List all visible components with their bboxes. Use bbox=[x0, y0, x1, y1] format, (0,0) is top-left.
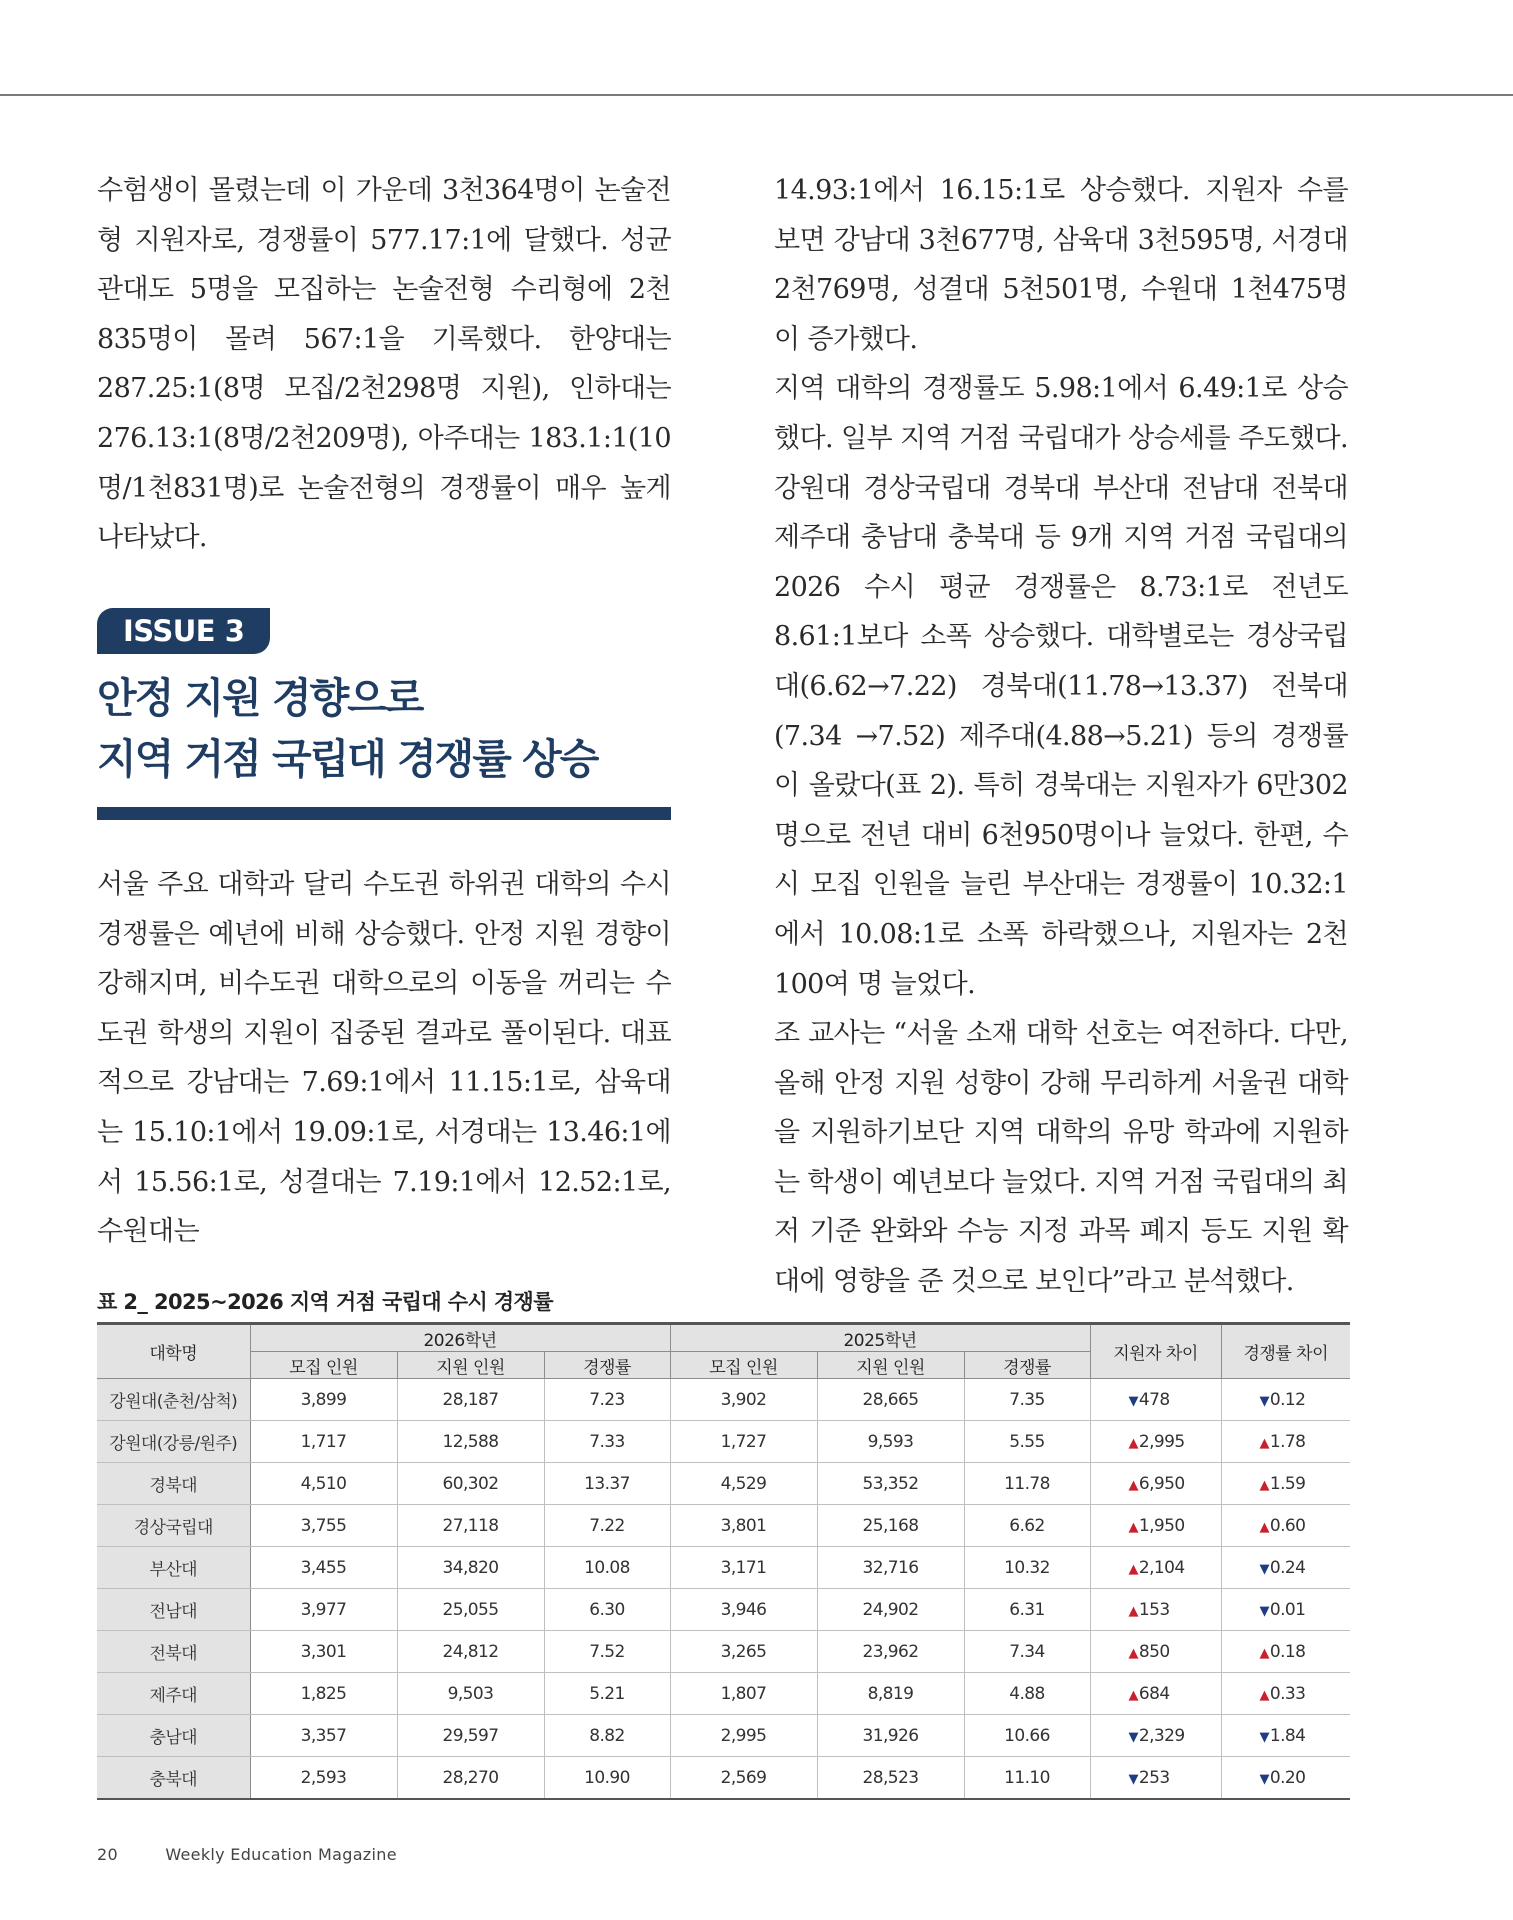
table-row bbox=[97, 1715, 1350, 1757]
rate-diff-cell bbox=[1221, 1505, 1350, 1547]
up-triangle-icon: ▲ bbox=[1128, 1561, 1138, 1577]
applicants-2025-cell: 31,926 bbox=[817, 1715, 964, 1757]
quota-2025-cell: 4,529 bbox=[670, 1463, 817, 1505]
applicants-2026-cell: 28,270 bbox=[397, 1757, 544, 1800]
down-triangle-icon: ▼ bbox=[1259, 1729, 1269, 1745]
rate-diff-cell bbox=[1221, 1715, 1350, 1757]
applicants-2025-cell: 24,902 bbox=[817, 1589, 964, 1631]
applicants-2026-cell: 29,597 bbox=[397, 1715, 544, 1757]
rate-diff-cell bbox=[1221, 1589, 1350, 1631]
quota-2025-cell: 3,801 bbox=[670, 1505, 817, 1547]
down-triangle-icon: ▼ bbox=[1128, 1393, 1138, 1409]
quota-2026-cell: 3,455 bbox=[250, 1547, 397, 1589]
header-applicants-2025: 지원 인원 bbox=[817, 1352, 964, 1379]
down-triangle-icon: ▼ bbox=[1128, 1771, 1138, 1787]
up-triangle-icon: ▲ bbox=[1259, 1645, 1269, 1661]
table-body bbox=[97, 1379, 1350, 1800]
competition-rate-table bbox=[97, 1322, 1350, 1800]
left-paragraph-1: 수험생이 몰렸는데 이 가운데 3천364명이 논술전형 지원자로, 경쟁률이 577.17:1에 달했다. 성균관대도 5명을 모집하는 논술전형 수리형에 2천835명이 몰려 567:1을 기록했다. 한양대는 287.25:1(8명 모집/2천298명 지원), 인하대는 276.13:1(8명/2천209명), 아주대는 183.1:1(10명/1천831명)로 논술전형의 경쟁률이 매우 높게 나타났다. bbox=[97, 175, 671, 554]
diff-value: 0.18 bbox=[1269, 1641, 1306, 1662]
applicant-diff-cell bbox=[1090, 1631, 1221, 1673]
university-cell: 전북대 bbox=[97, 1631, 250, 1673]
table-row bbox=[97, 1379, 1350, 1421]
up-triangle-icon: ▲ bbox=[1259, 1435, 1269, 1451]
header-applicant-diff: 지원자 차이 bbox=[1090, 1324, 1221, 1379]
quota-2025-cell: 3,946 bbox=[670, 1589, 817, 1631]
rate-2026-cell: 7.22 bbox=[544, 1505, 670, 1547]
applicants-2025-cell: 23,962 bbox=[817, 1631, 964, 1673]
rate-2025-cell: 4.88 bbox=[964, 1673, 1090, 1715]
magazine-name: Weekly Education Magazine bbox=[165, 1845, 397, 1864]
table-caption: 표 2_ 2025~2026 지역 거점 국립대 수시 경쟁률 bbox=[97, 1290, 553, 1314]
diff-value: 0.33 bbox=[1269, 1683, 1306, 1704]
quota-2026-cell: 3,899 bbox=[250, 1379, 397, 1421]
issue-title-line-1: 안정 지원 경향으로 bbox=[97, 674, 423, 722]
quota-2026-cell: 3,357 bbox=[250, 1715, 397, 1757]
down-triangle-icon: ▼ bbox=[1259, 1771, 1269, 1787]
rate-2026-cell: 5.21 bbox=[544, 1673, 670, 1715]
applicant-diff-cell bbox=[1090, 1589, 1221, 1631]
applicant-diff-cell bbox=[1090, 1505, 1221, 1547]
issue-title bbox=[97, 668, 671, 790]
up-triangle-icon: ▲ bbox=[1259, 1519, 1269, 1535]
table-row bbox=[97, 1421, 1350, 1463]
applicants-2025-cell: 32,716 bbox=[817, 1547, 964, 1589]
rate-2026-cell: 10.90 bbox=[544, 1757, 670, 1800]
table-row bbox=[97, 1673, 1350, 1715]
applicants-2025-cell: 8,819 bbox=[817, 1673, 964, 1715]
quota-2025-cell: 2,569 bbox=[670, 1757, 817, 1800]
diff-value: 684 bbox=[1138, 1683, 1170, 1704]
rate-2026-cell: 6.30 bbox=[544, 1589, 670, 1631]
diff-value: 0.60 bbox=[1269, 1515, 1306, 1536]
diff-value: 1.84 bbox=[1269, 1725, 1306, 1746]
issue-title-line-2: 지역 거점 국립대 경쟁률 상승 bbox=[97, 735, 598, 783]
down-triangle-icon: ▼ bbox=[1259, 1561, 1269, 1577]
title-underline-bar bbox=[97, 807, 671, 820]
left-paragraph-2: 서울 주요 대학과 달리 수도권 하위권 대학의 수시 경쟁률은 예년에 비해 상승했다. 안정 지원 경향이 강해지며, 비수도권 대학으로의 이동을 꺼리는 수도권 학생의 지원이 집중된 결과로 풀이된다. 대표적으로 강남대는 7.69:1에서 11.15:1로, 삼육대는 15.10:1에서 19.09:1로, 서경대는 13.46:1에서 15.56:1로, 성결대는 7.19:1에서 12.52:1로, 수원대는 bbox=[97, 869, 671, 1248]
diff-value: 850 bbox=[1138, 1641, 1170, 1662]
up-triangle-icon: ▲ bbox=[1128, 1645, 1138, 1661]
university-cell: 전남대 bbox=[97, 1589, 250, 1631]
header-quota-2025: 모집 인원 bbox=[670, 1352, 817, 1379]
university-cell: 제주대 bbox=[97, 1673, 250, 1715]
issue-section bbox=[97, 608, 671, 790]
applicants-2025-cell: 53,352 bbox=[817, 1463, 964, 1505]
left-column bbox=[97, 166, 671, 1248]
applicants-2026-cell: 28,187 bbox=[397, 1379, 544, 1421]
university-cell: 충남대 bbox=[97, 1715, 250, 1757]
table-row bbox=[97, 1463, 1350, 1505]
applicants-2026-cell: 27,118 bbox=[397, 1505, 544, 1547]
page-number: 20 bbox=[97, 1845, 118, 1864]
university-cell: 강원대(강릉/원주) bbox=[97, 1421, 250, 1463]
rate-2026-cell: 7.33 bbox=[544, 1421, 670, 1463]
table-row bbox=[97, 1631, 1350, 1673]
up-triangle-icon: ▲ bbox=[1128, 1477, 1138, 1493]
quota-2026-cell: 1,825 bbox=[250, 1673, 397, 1715]
header-2026: 2026학년 bbox=[250, 1324, 670, 1352]
diff-value: 2,104 bbox=[1138, 1557, 1185, 1578]
issue-badge: ISSUE 3 bbox=[97, 608, 270, 654]
quota-2025-cell: 2,995 bbox=[670, 1715, 817, 1757]
applicants-2026-cell: 25,055 bbox=[397, 1589, 544, 1631]
rate-diff-cell bbox=[1221, 1547, 1350, 1589]
applicant-diff-cell bbox=[1090, 1673, 1221, 1715]
diff-value: 0.01 bbox=[1269, 1599, 1306, 1620]
table-row bbox=[97, 1757, 1350, 1800]
page-footer bbox=[97, 1845, 397, 1864]
quota-2026-cell: 2,593 bbox=[250, 1757, 397, 1800]
header-quota-2026: 모집 인원 bbox=[250, 1352, 397, 1379]
diff-value: 6,950 bbox=[1138, 1473, 1185, 1494]
applicants-2025-cell: 25,168 bbox=[817, 1505, 964, 1547]
rate-2026-cell: 13.37 bbox=[544, 1463, 670, 1505]
header-2025: 2025학년 bbox=[670, 1324, 1090, 1352]
down-triangle-icon: ▼ bbox=[1259, 1603, 1269, 1619]
diff-value: 1.78 bbox=[1269, 1431, 1306, 1452]
rate-2025-cell: 5.55 bbox=[964, 1421, 1090, 1463]
rate-2026-cell: 8.82 bbox=[544, 1715, 670, 1757]
quota-2026-cell: 3,301 bbox=[250, 1631, 397, 1673]
quota-2025-cell: 1,727 bbox=[670, 1421, 817, 1463]
rate-2026-cell: 7.52 bbox=[544, 1631, 670, 1673]
applicants-2025-cell: 9,593 bbox=[817, 1421, 964, 1463]
diff-value: 0.20 bbox=[1269, 1767, 1306, 1788]
diff-value: 2,329 bbox=[1138, 1725, 1185, 1746]
rate-diff-cell bbox=[1221, 1673, 1350, 1715]
quota-2026-cell: 3,977 bbox=[250, 1589, 397, 1631]
header-rate-2026: 경쟁률 bbox=[544, 1352, 670, 1379]
header-applicants-2026: 지원 인원 bbox=[397, 1352, 544, 1379]
diff-value: 153 bbox=[1138, 1599, 1170, 1620]
up-triangle-icon: ▲ bbox=[1128, 1603, 1138, 1619]
diff-value: 1.59 bbox=[1269, 1473, 1306, 1494]
right-column bbox=[774, 166, 1348, 1307]
up-triangle-icon: ▲ bbox=[1128, 1519, 1138, 1535]
quota-2025-cell: 3,265 bbox=[670, 1631, 817, 1673]
rate-2025-cell: 7.34 bbox=[964, 1631, 1090, 1673]
header-rate-2025: 경쟁률 bbox=[964, 1352, 1090, 1379]
applicants-2026-cell: 60,302 bbox=[397, 1463, 544, 1505]
rate-2025-cell: 11.78 bbox=[964, 1463, 1090, 1505]
down-triangle-icon: ▼ bbox=[1259, 1393, 1269, 1409]
applicant-diff-cell bbox=[1090, 1757, 1221, 1800]
university-cell: 강원대(춘천/삼척) bbox=[97, 1379, 250, 1421]
applicants-2025-cell: 28,665 bbox=[817, 1379, 964, 1421]
applicants-2026-cell: 9,503 bbox=[397, 1673, 544, 1715]
up-triangle-icon: ▲ bbox=[1128, 1687, 1138, 1703]
rate-2025-cell: 11.10 bbox=[964, 1757, 1090, 1800]
quota-2026-cell: 4,510 bbox=[250, 1463, 397, 1505]
rate-diff-cell bbox=[1221, 1631, 1350, 1673]
applicants-2026-cell: 34,820 bbox=[397, 1547, 544, 1589]
rate-2025-cell: 6.62 bbox=[964, 1505, 1090, 1547]
up-triangle-icon: ▲ bbox=[1259, 1477, 1269, 1493]
rate-diff-cell bbox=[1221, 1757, 1350, 1800]
applicant-diff-cell bbox=[1090, 1547, 1221, 1589]
rate-diff-cell bbox=[1221, 1463, 1350, 1505]
diff-value: 0.12 bbox=[1269, 1389, 1306, 1410]
university-cell: 충북대 bbox=[97, 1757, 250, 1800]
rate-2026-cell: 10.08 bbox=[544, 1547, 670, 1589]
applicants-2025-cell: 28,523 bbox=[817, 1757, 964, 1800]
table-row bbox=[97, 1505, 1350, 1547]
table-row bbox=[97, 1547, 1350, 1589]
quota-2025-cell: 3,902 bbox=[670, 1379, 817, 1421]
top-rule bbox=[0, 94, 1513, 96]
up-triangle-icon: ▲ bbox=[1259, 1687, 1269, 1703]
rate-2026-cell: 7.23 bbox=[544, 1379, 670, 1421]
university-cell: 경상국립대 bbox=[97, 1505, 250, 1547]
diff-value: 0.24 bbox=[1269, 1557, 1306, 1578]
applicant-diff-cell bbox=[1090, 1715, 1221, 1757]
applicant-diff-cell bbox=[1090, 1379, 1221, 1421]
applicants-2026-cell: 24,812 bbox=[397, 1631, 544, 1673]
up-triangle-icon: ▲ bbox=[1128, 1435, 1138, 1451]
rate-2025-cell: 10.32 bbox=[964, 1547, 1090, 1589]
header-rate-diff: 경쟁률 차이 bbox=[1221, 1324, 1350, 1379]
header-university: 대학명 bbox=[97, 1324, 250, 1379]
table-row bbox=[97, 1589, 1350, 1631]
applicant-diff-cell bbox=[1090, 1421, 1221, 1463]
right-paragraph-2: 지역 대학의 경쟁률도 5.98:1에서 6.49:1로 상승했다. 일부 지역 거점 국립대가 상승세를 주도했다. 강원대 경상국립대 경북대 부산대 전남대 전북대 제주대 충남대 충북대 등 9개 지역 거점 국립대의 2026 수시 평균 경쟁률은 8.73:1로 전년도 8.61:1보다 소폭 상승했다. 대학별로는 경상국립대(6.62→7.22) 경북대(11.78→13.37) 전북대(7.34 →7.52) 제주대(4.88→5.21) 등의 경쟁률이 올랐다(표 2). 특히 경북대는 지원자가 6만302명으로 전년 대비 6천950명이나 늘었다. 한편, 수시 모집 인원을 늘린 부산대는 경쟁률이 10.32:1에서 10.08:1로 소폭 하락했으나, 지원자는 2천100여 명 늘었다. bbox=[774, 373, 1348, 1000]
rate-diff-cell bbox=[1221, 1421, 1350, 1463]
right-paragraph-3: 조 교사는 “서울 소재 대학 선호는 여전하다. 다만, 올해 안정 지원 성향이 강해 무리하게 서울권 대학을 지원하기보단 지역 대학의 유망 학과에 지원하는 학생이 예년보다 늘었다. 지역 거점 국립대의 최저 기준 완화와 수능 지정 과목 폐지 등도 지원 확대에 영향을 준 것으로 보인다”라고 분석했다. bbox=[774, 1018, 1348, 1298]
diff-value: 2,995 bbox=[1138, 1431, 1185, 1452]
right-paragraph-1: 14.93:1에서 16.15:1로 상승했다. 지원자 수를 보면 강남대 3천677명, 삼육대 3천595명, 서경대 2천769명, 성결대 5천501명, 수원대 1천475명이 증가했다. bbox=[774, 175, 1348, 355]
quota-2026-cell: 3,755 bbox=[250, 1505, 397, 1547]
quota-2025-cell: 3,171 bbox=[670, 1547, 817, 1589]
down-triangle-icon: ▼ bbox=[1128, 1729, 1138, 1745]
rate-2025-cell: 7.35 bbox=[964, 1379, 1090, 1421]
rate-diff-cell bbox=[1221, 1379, 1350, 1421]
applicant-diff-cell bbox=[1090, 1463, 1221, 1505]
diff-value: 253 bbox=[1138, 1767, 1170, 1788]
diff-value: 478 bbox=[1138, 1389, 1170, 1410]
rate-2025-cell: 10.66 bbox=[964, 1715, 1090, 1757]
applicants-2026-cell: 12,588 bbox=[397, 1421, 544, 1463]
rate-2025-cell: 6.31 bbox=[964, 1589, 1090, 1631]
university-cell: 경북대 bbox=[97, 1463, 250, 1505]
table-section bbox=[97, 1286, 1350, 1800]
quota-2026-cell: 1,717 bbox=[250, 1421, 397, 1463]
diff-value: 1,950 bbox=[1138, 1515, 1185, 1536]
quota-2025-cell: 1,807 bbox=[670, 1673, 817, 1715]
university-cell: 부산대 bbox=[97, 1547, 250, 1589]
